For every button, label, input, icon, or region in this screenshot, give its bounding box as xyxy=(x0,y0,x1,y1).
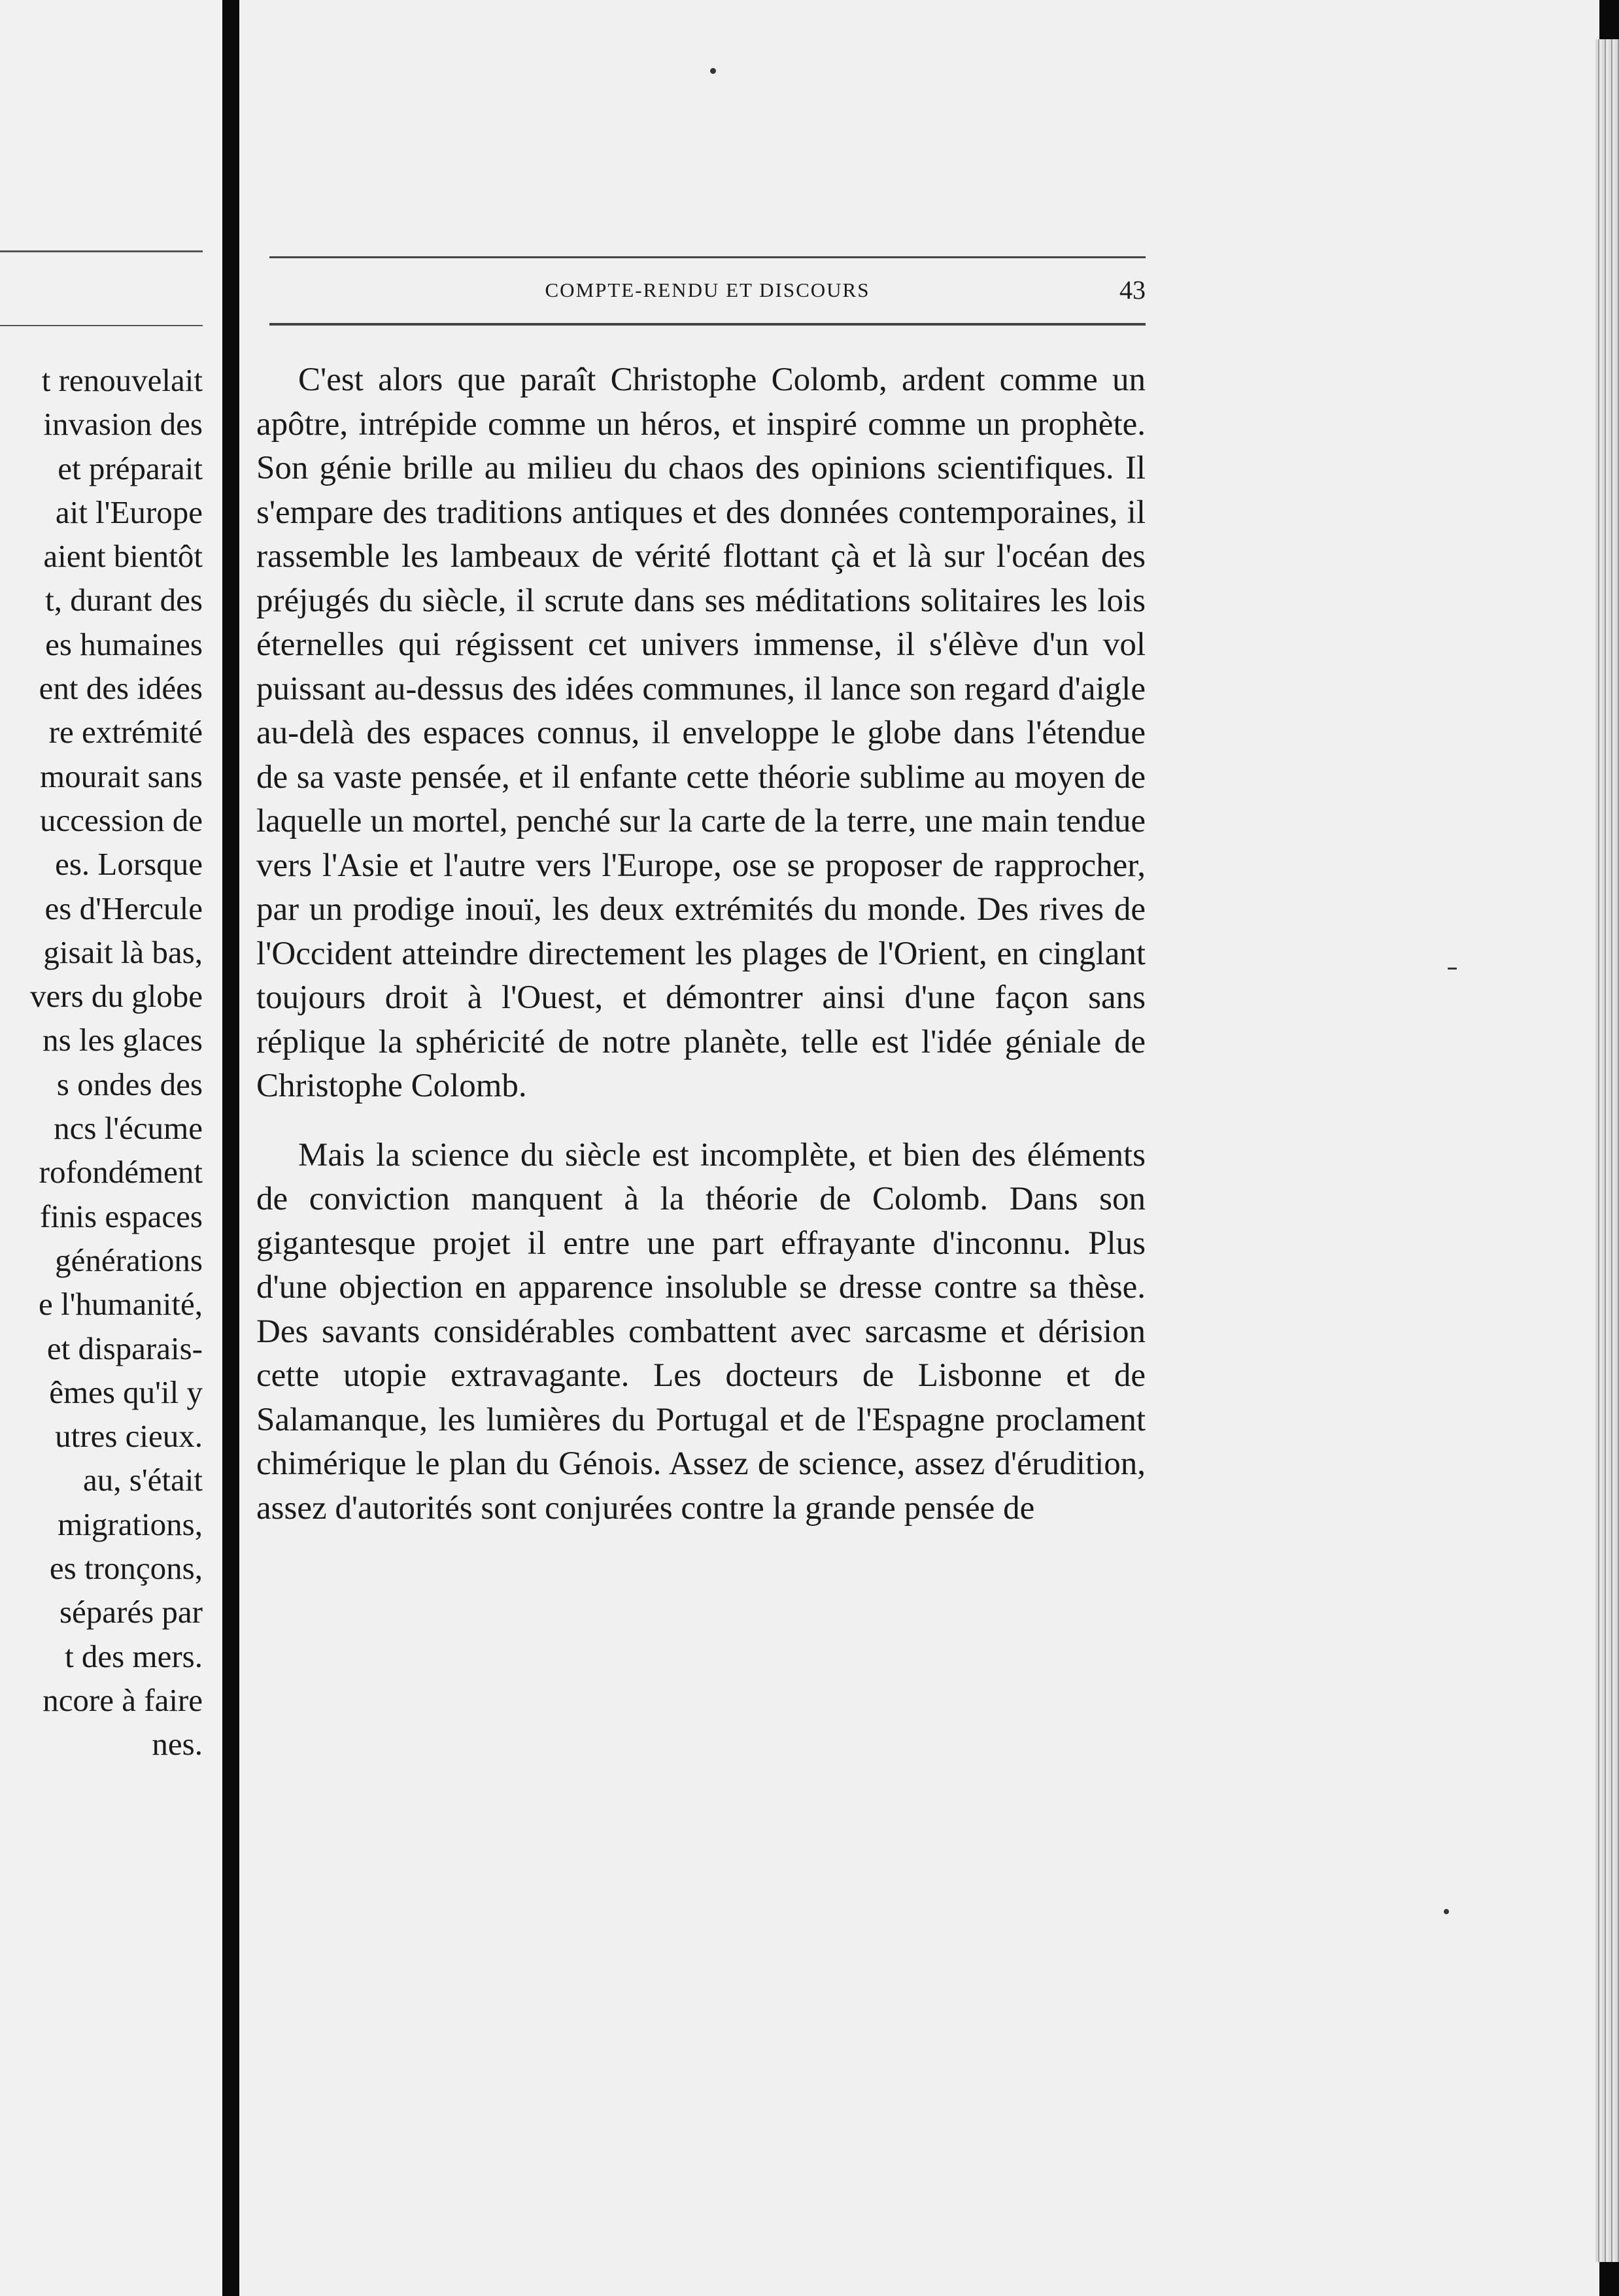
facing-page-rule-bottom xyxy=(0,325,203,326)
facing-page-line: et préparait xyxy=(58,450,203,486)
facing-page-line: ns les glaces xyxy=(43,1022,203,1058)
page-number: 43 xyxy=(1119,275,1146,305)
ink-speck xyxy=(710,68,716,74)
facing-page-line: es humaines xyxy=(45,626,203,662)
facing-page-line: nes. xyxy=(152,1726,203,1763)
facing-page-line: es tronçons, xyxy=(49,1550,203,1587)
facing-page-line: ent des idées xyxy=(39,670,203,707)
facing-page xyxy=(0,0,222,2296)
body-text xyxy=(256,358,1146,1530)
facing-page-line: re extrémité xyxy=(48,714,203,751)
facing-page-line: t, durant des xyxy=(45,582,203,618)
page-header xyxy=(269,275,1146,314)
facing-page-line: gisait là bas, xyxy=(43,934,203,970)
facing-page-line: ncs l'écume xyxy=(54,1110,203,1147)
facing-page-line: es. Lorsque xyxy=(55,846,203,883)
page-edges xyxy=(1595,39,1619,2262)
facing-page-line: séparés par xyxy=(59,1594,203,1630)
facing-page-line: vers du globe xyxy=(30,978,203,1015)
header-rule-bottom xyxy=(269,323,1146,326)
facing-page-line: uccession de xyxy=(40,802,203,838)
facing-page-line: au, s'était xyxy=(83,1462,203,1498)
facing-page-line: es d'Hercule xyxy=(44,890,203,926)
facing-page-line: mourait sans xyxy=(39,758,203,794)
facing-page-line: t renouvelait xyxy=(41,362,203,398)
facing-page-line: utres cieux. xyxy=(55,1418,203,1455)
ink-mark xyxy=(1448,968,1457,970)
facing-page-line: et disparais- xyxy=(46,1330,203,1366)
ink-speck xyxy=(1444,1909,1449,1914)
book-binding xyxy=(222,0,239,2296)
facing-page-line: e l'humanité, xyxy=(38,1286,203,1323)
facing-page-line: ncore à faire xyxy=(43,1681,203,1718)
facing-page-rule-top xyxy=(0,250,203,252)
facing-page-line: migrations, xyxy=(58,1506,203,1542)
facing-page-line: rofondément xyxy=(39,1154,203,1190)
paragraph: Mais la science du siècle est incomplète, et bien des éléments de conviction manquent à la théorie de Colomb. Dans son gigantesque projet il entre une part effrayante d'inconnu. Plus d'une objection en apparence insoluble se dresse contre sa thèse. Des savants considérables combattent avec sarcasme et dérision cette utopie extravagante. Les docteurs de Lisbonne et de Salamanque, les lumières du Portugal et de l'Espagne proclament chimérique le plan du Génois. Assez de science, assez d'érudition, assez d'autorités sont conjurées contre la grande pensée de xyxy=(256,1136,1146,1527)
running-head: COMPTE-RENDU ET DISCOURS xyxy=(545,279,870,301)
facing-page-line: invasion des xyxy=(43,406,203,443)
facing-page-line: aient bientôt xyxy=(43,538,203,575)
facing-page-line: finis espaces xyxy=(40,1198,203,1234)
header-rule-top xyxy=(269,256,1146,258)
facing-page-line: s ondes des xyxy=(56,1066,203,1102)
facing-page-line: générations xyxy=(55,1241,203,1278)
facing-page-text xyxy=(0,358,203,1766)
paragraph: C'est alors que paraît Christophe Colomb, ardent comme un apôtre, intrépide comme un héros, et inspiré comme un prophète. Son génie brille au milieu du chaos des opinions scientifiques. Il s'empare des traditions antiques et des données contemporaines, il rassemble les lambeaux de vérité flottant çà et là sur l'océan des préjugés du siècle, il scrute dans ses méditations solitaires les lois éternelles qui régissent cet univers immense, il s'élève d'un vol puissant au-dessus des idées communes, il lance son regard d'aigle au-delà des espaces connus, il enveloppe le globe dans l'étendue de sa vaste pensée, et il enfante cette théorie sublime au moyen de laquelle un mortel, penché sur la carte de la terre, une main tendue vers l'Asie et l'autre vers l'Europe, ose se proposer de rapprocher, par un prodige inouï, les deux extrémités du monde. Des rives de l'Occident atteindre directement les plages de l'Orient, en cinglant toujours droit à l'Ouest, et démontrer ainsi d'une façon sans réplique la sphéricité de notre planète, telle est l'idée géniale de Christophe Colomb. xyxy=(256,362,1146,1104)
facing-page-line: êmes qu'il y xyxy=(49,1374,203,1410)
facing-page-line: t des mers. xyxy=(65,1638,203,1674)
facing-page-line: ait l'Europe xyxy=(55,494,203,530)
